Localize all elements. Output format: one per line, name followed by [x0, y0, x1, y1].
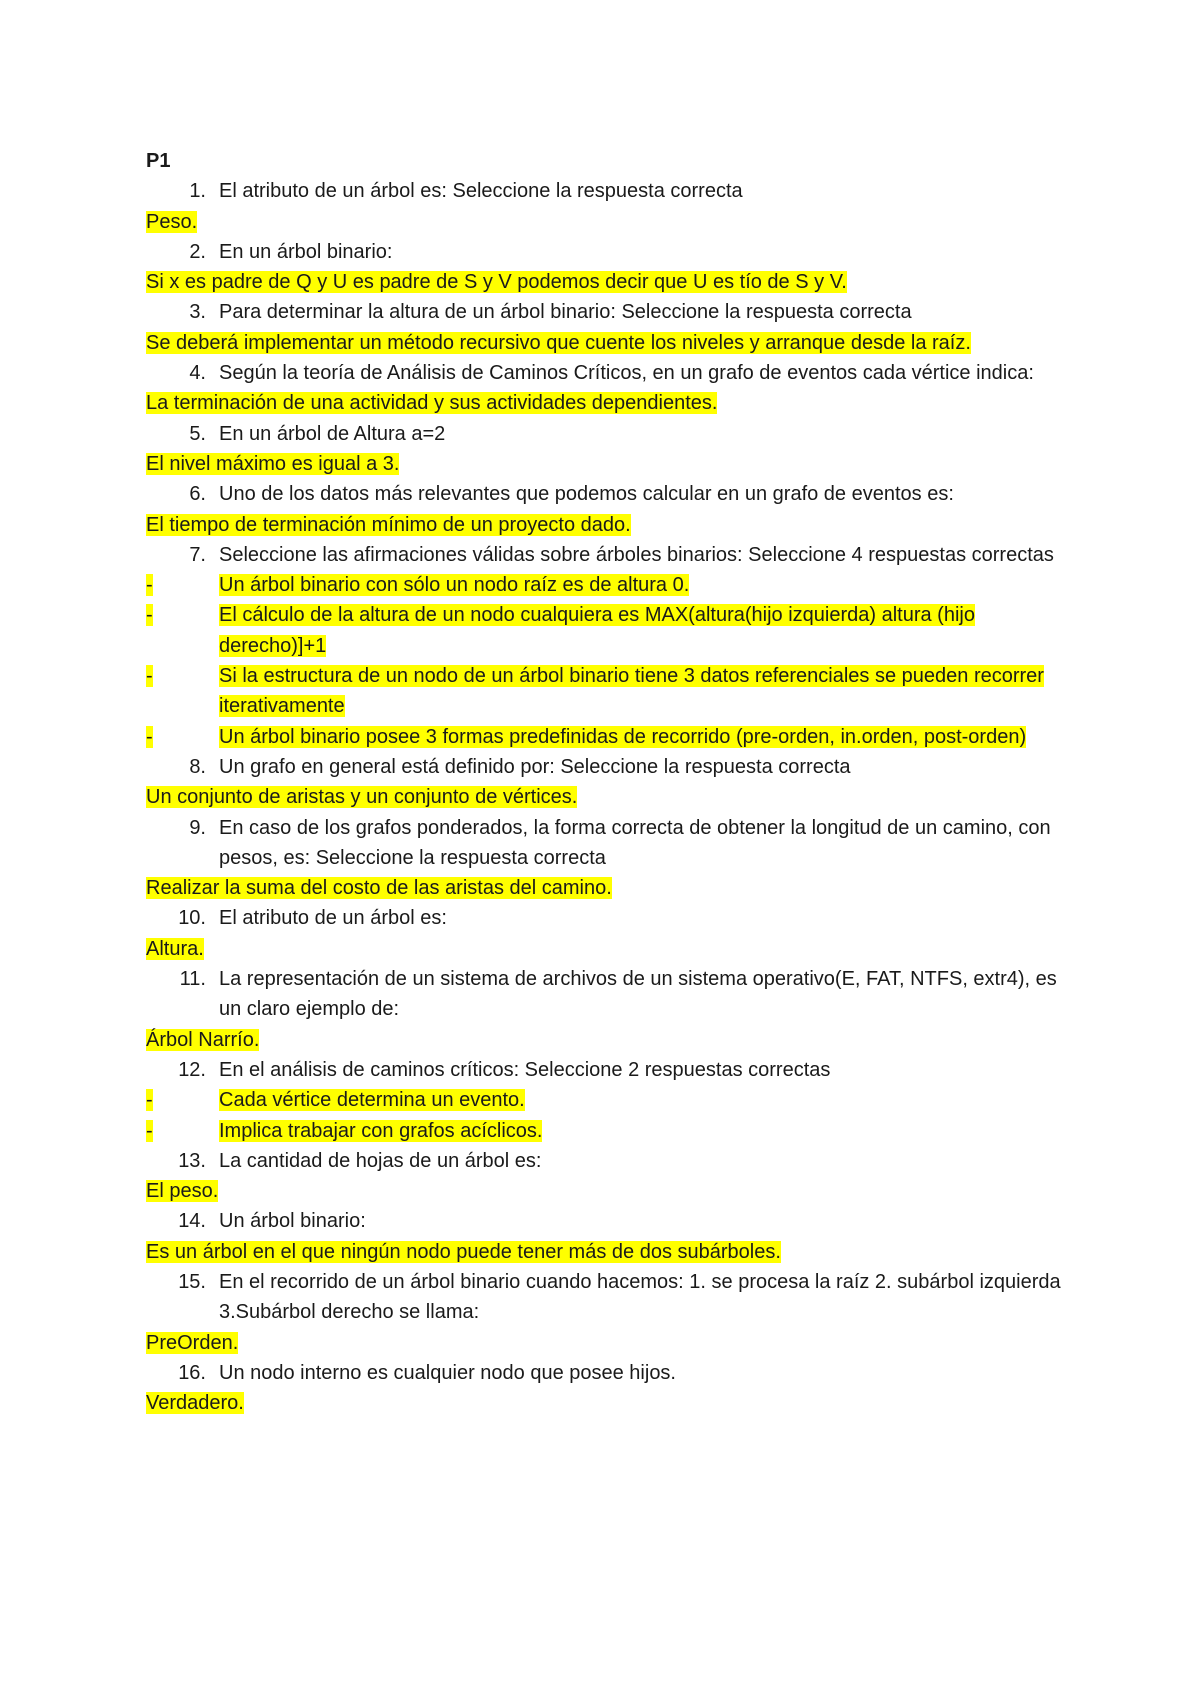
answer: [146, 388, 1076, 418]
answer-text: Es un árbol en el que ningún nodo puede tener más de dos subárboles.: [146, 1240, 781, 1263]
question-number: 15.: [178, 1270, 206, 1293]
answer: [146, 1237, 1076, 1267]
question-number: 16.: [178, 1361, 206, 1384]
answer-option-text: Cada vértice determina un evento.: [219, 1089, 525, 1112]
question: [146, 813, 1076, 874]
answer-option-text: Un árbol binario posee 3 formas predefinidas de recorrido (pre-orden, in.orden, post-orden): [219, 725, 1027, 748]
question-number: 4.: [189, 362, 206, 385]
answer-text: Árbol Narrío.: [146, 1028, 260, 1051]
answer-text: Si x es padre de Q y U es padre de S y V podemos decir que U es tío de S y V.: [146, 271, 847, 294]
question-text: Un árbol binario:: [219, 1210, 366, 1233]
question-number: 5.: [189, 422, 206, 445]
question-number: 10.: [178, 907, 206, 930]
bullet-dash: -: [146, 725, 153, 748]
question-text: Para determinar la altura de un árbol binario: Seleccione la respuesta correcta: [219, 301, 912, 324]
question-number: 9.: [189, 816, 206, 839]
bullet-dash: -: [146, 604, 153, 627]
bullet-dash: -: [146, 1119, 153, 1142]
question: [146, 964, 1076, 1025]
question-number: 13.: [178, 1149, 206, 1172]
question-number: 11.: [179, 968, 206, 991]
question: [146, 1267, 1076, 1328]
answer-text: Altura.: [146, 937, 204, 960]
question: [146, 1055, 1076, 1085]
question: [146, 1206, 1076, 1236]
question-text: En el análisis de caminos críticos: Seleccione 2 respuestas correctas: [219, 1058, 831, 1081]
question-number: 6.: [189, 483, 206, 506]
answer: [146, 934, 1076, 964]
answer-text: El tiempo de terminación mínimo de un proyecto dado.: [146, 513, 631, 536]
answer-text: Se deberá implementar un método recursivo que cuente los niveles y arranque desde la raíz.: [146, 331, 971, 354]
question: [146, 540, 1076, 570]
question-text: La representación de un sistema de archivos de un sistema operativo(E, FAT, NTFS, extr4), es un claro ejemplo de:: [219, 968, 1057, 1021]
bullet-dash: -: [146, 574, 153, 597]
bullet-dash: -: [146, 665, 153, 688]
answer: [146, 449, 1076, 479]
question: [146, 237, 1076, 267]
question-text: El atributo de un árbol es:: [219, 907, 447, 930]
answer: [146, 1388, 1076, 1418]
answer-option: [146, 570, 1076, 600]
question-text: El atributo de un árbol es: Seleccione la respuesta correcta: [219, 180, 743, 203]
answer-option: [146, 600, 1076, 661]
question-number: 1.: [189, 180, 206, 203]
section-title: P1: [146, 150, 171, 172]
answer: [146, 782, 1076, 812]
bullet-dash: -: [146, 1089, 153, 1112]
answer-text: Realizar la suma del costo de las aristas del camino.: [146, 877, 612, 900]
question-number: 12.: [178, 1058, 206, 1081]
question: [146, 1146, 1076, 1176]
answer: [146, 1176, 1076, 1206]
question-text: En un árbol de Altura a=2: [219, 422, 446, 445]
answer: [146, 1328, 1076, 1358]
answer-option-text: Si la estructura de un nodo de un árbol binario tiene 3 datos referenciales se pueden recorrer iterativamente: [219, 665, 1044, 718]
question-number: 3.: [189, 301, 206, 324]
question: [146, 479, 1076, 509]
question-number: 8.: [189, 755, 206, 778]
answer-text: El nivel máximo es igual a 3.: [146, 452, 400, 475]
question: [146, 1358, 1076, 1388]
answer-option: [146, 1085, 1076, 1115]
answer-option-text: Implica trabajar con grafos acíclicos.: [219, 1119, 543, 1142]
question-text: En un árbol binario:: [219, 240, 393, 263]
question-number: 2.: [189, 240, 206, 263]
answer: [146, 873, 1076, 903]
question: [146, 358, 1076, 388]
question-text: Un nodo interno es cualquier nodo que posee hijos.: [219, 1361, 676, 1384]
document-page: [146, 146, 1076, 1418]
question-text: En caso de los grafos ponderados, la forma correcta de obtener la longitud de un camino, con pesos, es: Seleccione la respuesta correcta: [219, 816, 1051, 869]
question: [146, 903, 1076, 933]
answer-text: Peso.: [146, 210, 198, 233]
answer-text: Un conjunto de aristas y un conjunto de vértices.: [146, 786, 578, 809]
answer-option-text: El cálculo de la altura de un nodo cualquiera es MAX(altura(hijo izquierda) altura (hijo derecho)]+1: [219, 604, 975, 657]
question: [146, 176, 1076, 206]
answer: [146, 267, 1076, 297]
question-text: Uno de los datos más relevantes que podemos calcular en un grafo de eventos es:: [219, 483, 954, 506]
question-text: Según la teoría de Análisis de Caminos Críticos, en un grafo de eventos cada vértice indica:: [219, 362, 1034, 385]
answer-option: [146, 722, 1076, 752]
question: [146, 419, 1076, 449]
question-text: Seleccione las afirmaciones válidas sobre árboles binarios: Seleccione 4 respuestas correctas: [219, 543, 1054, 566]
answer-text: La terminación de una actividad y sus actividades dependientes.: [146, 392, 718, 415]
answer: [146, 1025, 1076, 1055]
question-number: 7.: [189, 543, 206, 566]
answer: [146, 328, 1076, 358]
question-list: [146, 176, 1076, 1418]
question-text: Un grafo en general está definido por: Seleccione la respuesta correcta: [219, 755, 851, 778]
answer-option: [146, 1116, 1076, 1146]
answer-option-text: Un árbol binario con sólo un nodo raíz es de altura 0.: [219, 574, 690, 597]
answer: [146, 207, 1076, 237]
question-number: 14.: [178, 1210, 206, 1233]
question-text: La cantidad de hojas de un árbol es:: [219, 1149, 542, 1172]
answer-option: [146, 661, 1076, 722]
answer: [146, 510, 1076, 540]
question: [146, 297, 1076, 327]
question: [146, 752, 1076, 782]
answer-text: Verdadero.: [146, 1392, 244, 1415]
question-text: En el recorrido de un árbol binario cuando hacemos: 1. se procesa la raíz 2. subárbol izquierda 3.Subárbol derecho se llama:: [219, 1270, 1061, 1324]
answer-text: El peso.: [146, 1180, 219, 1203]
answer-text: PreOrden.: [146, 1331, 239, 1354]
